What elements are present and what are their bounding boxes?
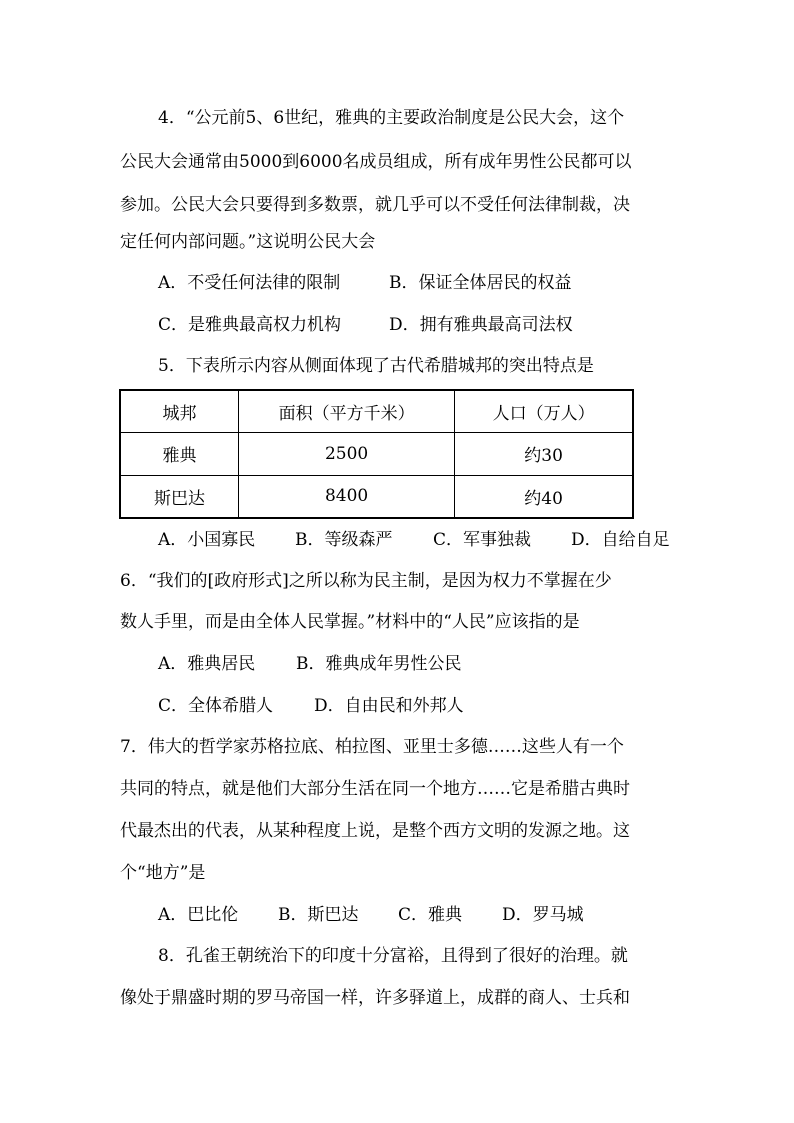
q4-option-b: B．保证全体居民的权益 bbox=[389, 273, 572, 293]
q7-line-3: 代最杰出的代表，从某种程度上说，是整个西方文明的发源之地。这 bbox=[120, 821, 630, 841]
table-cell: 2500 bbox=[239, 433, 455, 475]
q6-option-c: C．全体希腊人 bbox=[158, 696, 274, 716]
q8-line-1: 8．孔雀王朝统治下的印度十分富裕，且得到了很好的治理。就 bbox=[158, 946, 628, 966]
q6-line-1: 6．“我们的[政府形式]之所以称为民主制，是因为权力不掌握在少 bbox=[120, 571, 612, 591]
q6-option-a: A．雅典居民 bbox=[158, 654, 256, 674]
table-header-cell: 城邦 bbox=[120, 390, 239, 433]
table-header-cell: 面积（平方千米） bbox=[239, 390, 455, 433]
q4-option-c: C．是雅典最高权力机构 bbox=[158, 315, 342, 335]
q7-option-a: A．巴比伦 bbox=[158, 905, 239, 925]
q5-option-c: C．军事独裁 bbox=[433, 530, 532, 550]
q5-option-b: B．等级森严 bbox=[295, 530, 393, 550]
table-cell: 雅典 bbox=[120, 433, 239, 475]
q7-option-d: D．罗马城 bbox=[502, 905, 584, 925]
q5-option-d: D．自给自足 bbox=[571, 530, 670, 550]
table-row bbox=[120, 475, 633, 518]
q5-option-a: A．小国寡民 bbox=[158, 530, 256, 550]
q7-option-c: C．雅典 bbox=[398, 905, 463, 925]
q4-line-4: 定任何内部问题。”这说明公民大会 bbox=[120, 232, 376, 252]
q7-line-1: 7．伟大的哲学家苏格拉底、柏拉图、亚里士多德……这些人有一个 bbox=[120, 737, 624, 757]
table-cell: 约30 bbox=[455, 433, 633, 475]
city-state-table bbox=[119, 389, 634, 519]
table-cell: 8400 bbox=[239, 475, 455, 518]
q4-option-a: A．不受任何法律的限制 bbox=[158, 273, 341, 293]
q8-line-2: 像处于鼎盛时期的罗马帝国一样，许多驿道上，成群的商人、士兵和 bbox=[120, 988, 630, 1008]
q4-line-1: 4．“公元前5、6世纪，雅典的主要政治制度是公民大会，这个 bbox=[158, 108, 625, 128]
q4-line-3: 参加。公民大会只要得到多数票，就几乎可以不受任何法律制裁，决 bbox=[120, 195, 630, 215]
q7-line-2: 共同的特点，就是他们大部分生活在同一个地方……它是希腊古典时 bbox=[120, 779, 630, 799]
table-cell: 斯巴达 bbox=[120, 475, 239, 518]
q5-stem: 5．下表所示内容从侧面体现了古代希腊城邦的突出特点是 bbox=[158, 356, 594, 376]
q4-option-d: D．拥有雅典最高司法权 bbox=[389, 315, 573, 335]
q6-option-b: B．雅典成年男性公民 bbox=[296, 654, 462, 674]
q4-line-2: 公民大会通常由5000到6000名成员组成，所有成年男性公民都可以 bbox=[120, 152, 632, 172]
q7-option-b: B．斯巴达 bbox=[278, 905, 359, 925]
q7-line-4: 个“地方”是 bbox=[120, 863, 206, 883]
q6-option-d: D．自由民和外邦人 bbox=[314, 696, 464, 716]
table-header-row bbox=[120, 390, 633, 433]
table-row bbox=[120, 433, 633, 475]
table-cell: 约40 bbox=[455, 475, 633, 518]
table-header-cell: 人口（万人） bbox=[455, 390, 633, 433]
q6-line-2: 数人手里，而是由全体人民掌握。”材料中的“人民”应该指的是 bbox=[120, 612, 580, 632]
